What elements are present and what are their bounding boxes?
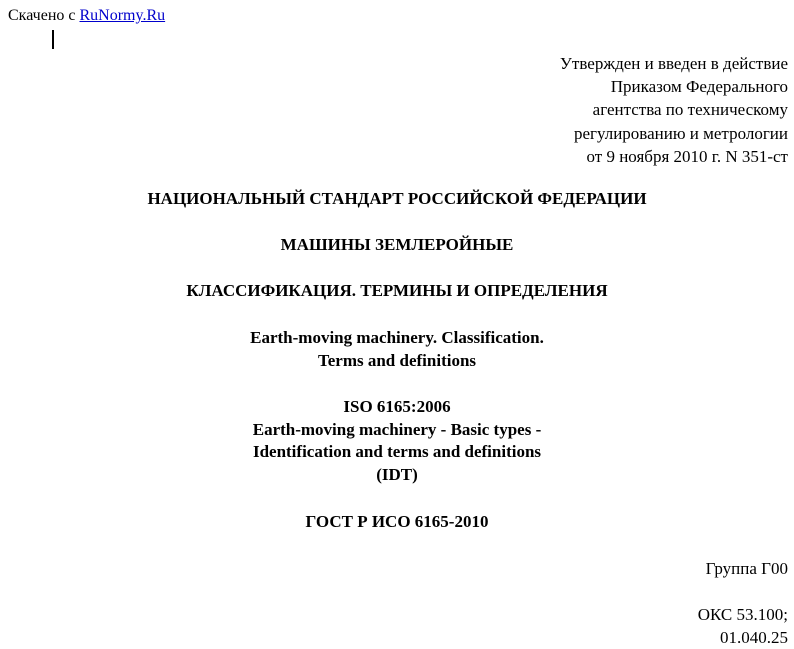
approval-block [560,52,788,168]
oks-line: ОКС 53.100; [697,605,788,624]
iso-line: ISO 6165:2006 [343,397,451,416]
source-link[interactable]: RuNormy.Ru [79,7,166,24]
title-ru-text: КЛАССИФИКАЦИЯ. ТЕРМИНЫ И ОПРЕДЕЛЕНИЯ [186,281,608,300]
title-en-line: Earth-moving machinery. Classification. [250,328,544,347]
document-title-ru [0,280,794,303]
text-cursor [52,30,54,49]
source-header [8,6,165,26]
iso-line: Identification and terms and definitions [252,442,542,462]
subject-text: МАШИНЫ ЗЕМЛЕРОЙНЫЕ [280,235,514,254]
title-en-line: Terms and definitions [317,350,477,370]
gost-code-text: ГОСТ Р ИСО 6165-2010 [305,512,489,531]
group-label [706,557,788,580]
group-text: Группа Г00 [705,559,788,578]
approval-line: агентства по техническому [592,100,788,120]
approval-line: Приказом Федерального [610,77,788,97]
approval-line: от 9 ноября 2010 г. N 351-ст [586,146,788,166]
iso-line: Earth-moving machinery - Basic types - [252,419,542,439]
source-prefix: Скачено с [8,7,80,24]
national-standard-title [0,188,794,211]
document-title-en [0,327,794,372]
iso-reference [0,396,794,486]
national-title-text: НАЦИОНАЛЬНЫЙ СТАНДАРТ РОССИЙСКОЙ ФЕДЕРАЦИИ [147,189,647,208]
iso-line: (IDT) [376,464,418,484]
subject-title [0,234,794,257]
gost-code [0,511,794,534]
approval-line: Утвержден и введен в действие [559,54,788,73]
approval-line: регулированию и метрологии [573,123,788,143]
oks-codes [698,603,788,649]
oks-line: 01.040.25 [720,628,788,647]
